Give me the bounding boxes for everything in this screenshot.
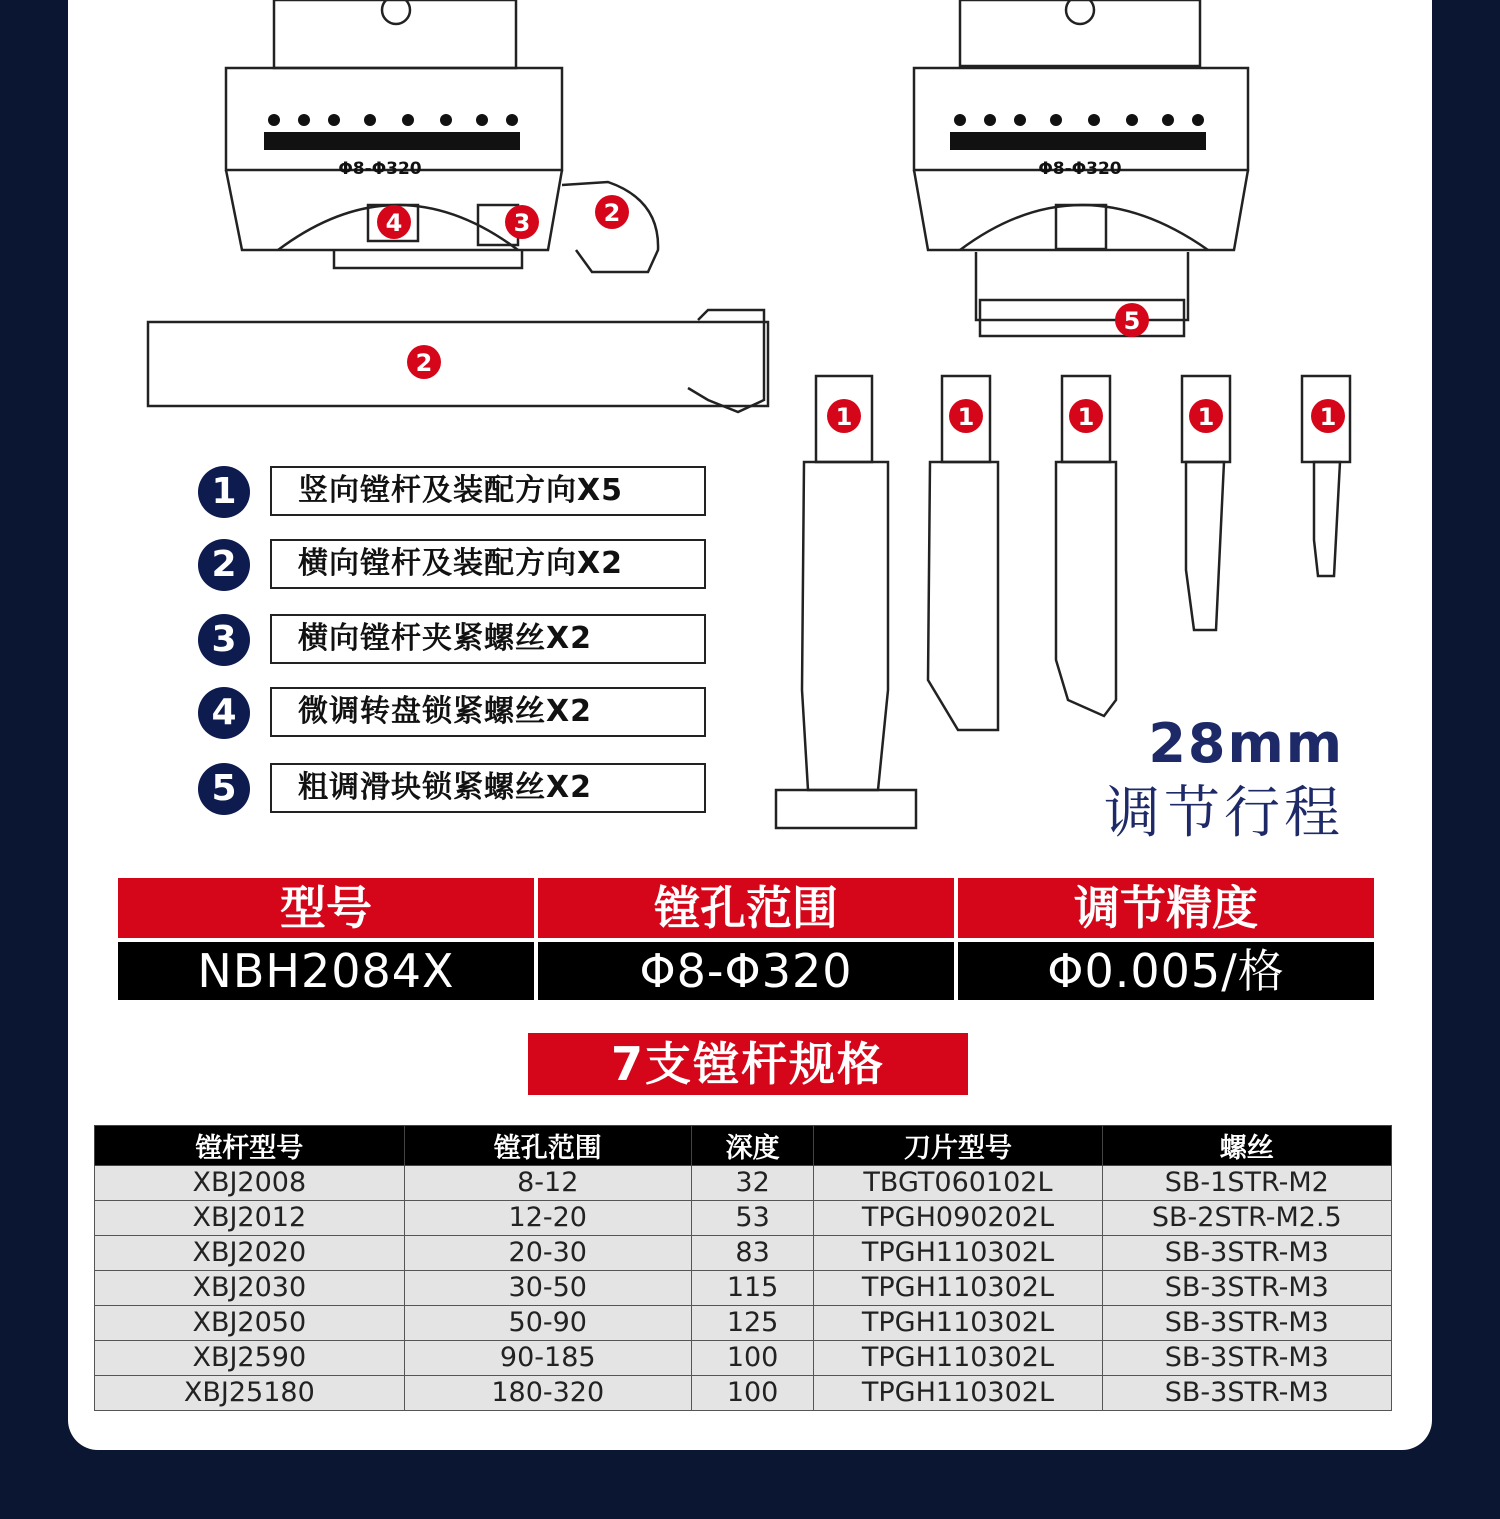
svg-text:1: 1 [835,403,853,431]
cell-model: XBJ2590 [95,1341,405,1376]
cell-range: 8-12 [404,1166,691,1201]
cell-screw: SB-2STR-M2.5 [1102,1201,1391,1236]
legend-item-1 [198,466,758,522]
column-header: 刀片型号 [814,1126,1102,1166]
legend-text: 微调转盘锁紧螺丝X2 [270,687,706,737]
cell-range: 90-185 [404,1341,691,1376]
legend-number-badge: 2 [198,539,250,591]
svg-text:2: 2 [415,349,433,377]
cell-insert: TPGH090202L [814,1201,1102,1236]
cell-range: 20-30 [404,1236,691,1271]
cell-model: XBJ25180 [95,1376,405,1411]
spec-header-precision: 调节精度 [958,878,1374,938]
rods-spec-table [94,1125,1392,1411]
cell-depth: 115 [691,1271,813,1306]
spec-value-precision: Φ0.005/格 [958,942,1374,1000]
legend-text: 横向镗杆夹紧螺丝X2 [270,614,706,664]
cell-screw: SB-1STR-M2 [1102,1166,1391,1201]
cell-range: 50-90 [404,1306,691,1341]
cell-range: 12-20 [404,1201,691,1236]
table-row [95,1166,1392,1201]
legend-item-4 [198,687,758,743]
spec-summary [118,878,1378,1000]
table-row [95,1376,1392,1411]
cell-depth: 83 [691,1236,813,1271]
legend-number-badge: 1 [198,466,250,518]
cell-model: XBJ2030 [95,1271,405,1306]
column-header: 镗杆型号 [95,1126,405,1166]
cell-insert: TBGT060102L [814,1166,1102,1201]
table-row [95,1236,1392,1271]
cell-depth: 53 [691,1201,813,1236]
table-header-row [95,1126,1392,1166]
cell-insert: TPGH110302L [814,1236,1102,1271]
spec-header-range: 镗孔范围 [538,878,954,938]
cell-depth: 100 [691,1341,813,1376]
table-row [95,1201,1392,1236]
svg-text:1: 1 [1077,403,1095,431]
cell-model: XBJ2020 [95,1236,405,1271]
cell-depth: 125 [691,1306,813,1341]
column-header: 螺丝 [1102,1126,1391,1166]
product-card [68,0,1432,1450]
adjustment-stroke [1104,712,1344,849]
cell-screw: SB-3STR-M3 [1102,1341,1391,1376]
spec-value-model: NBH2084X [118,942,534,1000]
cell-depth: 100 [691,1376,813,1411]
legend-number-badge: 3 [198,614,250,666]
rods-section-title: 7支镗杆规格 [528,1033,968,1095]
spec-header-model: 型号 [118,878,534,938]
table-row [95,1306,1392,1341]
head-right-scale-label: Φ8-Φ320 [1038,159,1122,179]
svg-text:3: 3 [513,209,531,237]
svg-text:5: 5 [1123,307,1141,335]
cell-insert: TPGH110302L [814,1376,1102,1411]
cell-depth: 32 [691,1166,813,1201]
legend-item-2 [198,539,758,595]
cell-range: 30-50 [404,1271,691,1306]
legend-text: 粗调滑块锁紧螺丝X2 [270,763,706,813]
cell-insert: TPGH110302L [814,1341,1102,1376]
stroke-label: 调节行程 [1104,781,1344,846]
cell-screw: SB-3STR-M3 [1102,1306,1391,1341]
cell-model: XBJ2008 [95,1166,405,1201]
cell-screw: SB-3STR-M3 [1102,1236,1391,1271]
table-row [95,1341,1392,1376]
cell-model: XBJ2012 [95,1201,405,1236]
cell-screw: SB-3STR-M3 [1102,1271,1391,1306]
legend-number-badge: 5 [198,763,250,815]
head-left-scale-label: Φ8-Φ320 [338,159,422,179]
svg-text:1: 1 [1319,403,1337,431]
column-header: 深度 [691,1126,813,1166]
cell-insert: TPGH110302L [814,1306,1102,1341]
legend-item-5 [198,763,758,819]
cell-screw: SB-3STR-M3 [1102,1376,1391,1411]
svg-text:2: 2 [603,199,621,227]
cell-range: 180-320 [404,1376,691,1411]
svg-text:1: 1 [957,403,975,431]
column-header: 镗孔范围 [404,1126,691,1166]
cell-model: XBJ2050 [95,1306,405,1341]
svg-text:4: 4 [385,209,403,237]
legend-text: 横向镗杆及装配方向X2 [270,539,706,589]
legend-number-badge: 4 [198,687,250,739]
cell-insert: TPGH110302L [814,1271,1102,1306]
legend-text: 竖向镗杆及装配方向X5 [270,466,706,516]
legend-item-3 [198,614,758,670]
spec-value-range: Φ8-Φ320 [538,942,954,1000]
svg-text:1: 1 [1197,403,1215,431]
table-row [95,1271,1392,1306]
stroke-value: 28mm [1148,712,1344,775]
